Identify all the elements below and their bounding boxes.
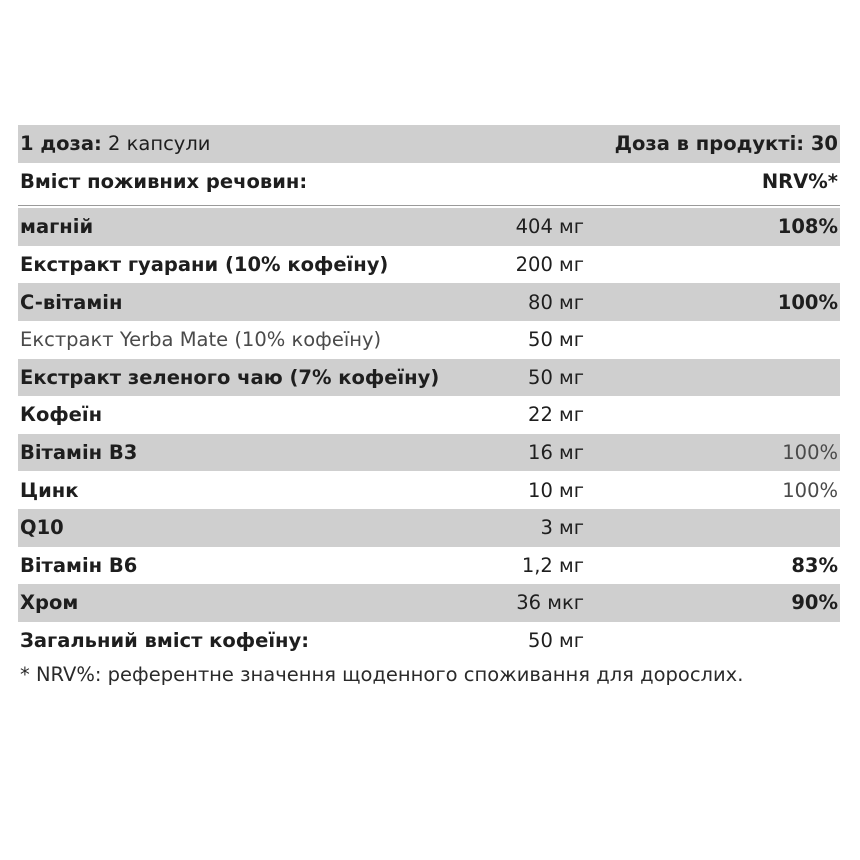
total-caffeine-label: Загальний вміст кофеїну: xyxy=(20,629,310,653)
nutrient-nrv: 90% xyxy=(791,591,838,615)
nutrient-name: магній xyxy=(20,215,94,239)
nutrient-name: Кофеїн xyxy=(20,403,103,427)
nutrient-amount: 3 мг xyxy=(540,516,584,540)
nutrient-name: Екстракт зеленого чаю (7% кофеїну) xyxy=(20,365,440,389)
nutrient-nrv: 83% xyxy=(791,553,838,577)
nrv-footnote: * NRV%: референтне значення щоденного споживання для дорослих. xyxy=(20,662,744,686)
table-row xyxy=(18,396,840,434)
nutrition-table xyxy=(18,125,840,689)
nutrient-name: Цинк xyxy=(20,478,79,502)
nutrient-name: Вітамін B3 xyxy=(20,441,138,465)
nutrient-name: Вітамін B6 xyxy=(20,553,138,577)
nutrient-name: Хром xyxy=(20,591,79,615)
nutrient-nrv: 100% xyxy=(782,441,838,465)
nrv-column-label: NRV%* xyxy=(761,169,838,193)
dose-info xyxy=(18,132,615,155)
table-row xyxy=(18,547,840,585)
table-row xyxy=(18,434,840,472)
nutrient-amount: 404 мг xyxy=(515,215,584,239)
table-row xyxy=(18,208,840,246)
nutrient-amount: 50 мг xyxy=(528,365,584,389)
nutrient-name: C-вітамін xyxy=(20,290,123,314)
nutrient-amount: 22 мг xyxy=(528,403,584,427)
servings-per-container: Доза в продукті: 30 xyxy=(614,132,838,156)
nutrient-name: Екстракт Yerba Mate (10% кофеїну) xyxy=(20,328,382,352)
dose-label: 1 доза: xyxy=(20,132,102,156)
nutrient-amount: 1,2 мг xyxy=(521,553,584,577)
dose-value: 2 капсули xyxy=(108,132,211,156)
nutrient-amount: 16 мг xyxy=(528,441,584,465)
nutrient-nrv: 100% xyxy=(777,290,838,314)
table-row xyxy=(18,283,840,321)
table-row xyxy=(18,584,840,622)
table-row xyxy=(18,471,840,509)
nutrient-amount: 200 мг xyxy=(515,253,584,277)
nutrient-nrv: 108% xyxy=(777,215,838,239)
nutrient-amount: 10 мг xyxy=(528,478,584,502)
nutrient-amount: 50 мг xyxy=(528,328,584,352)
nutrient-name: Екстракт гуарани (10% кофеїну) xyxy=(20,253,389,277)
nutrient-name: Q10 xyxy=(20,516,64,540)
table-row xyxy=(18,359,840,397)
nutrient-nrv: 100% xyxy=(782,478,838,502)
header-nutrients-row xyxy=(18,163,840,201)
nutrient-amount: 80 мг xyxy=(528,290,584,314)
total-caffeine-amount: 50 мг xyxy=(528,629,584,653)
table-row xyxy=(18,246,840,284)
nutrient-amount: 36 мкг xyxy=(516,591,584,615)
table-row xyxy=(18,321,840,359)
header-dose-row xyxy=(18,125,840,163)
nutrients-label: Вміст поживних речовин: xyxy=(20,169,308,193)
header-divider xyxy=(18,200,840,208)
table-row xyxy=(18,509,840,547)
total-caffeine-row xyxy=(18,622,840,660)
